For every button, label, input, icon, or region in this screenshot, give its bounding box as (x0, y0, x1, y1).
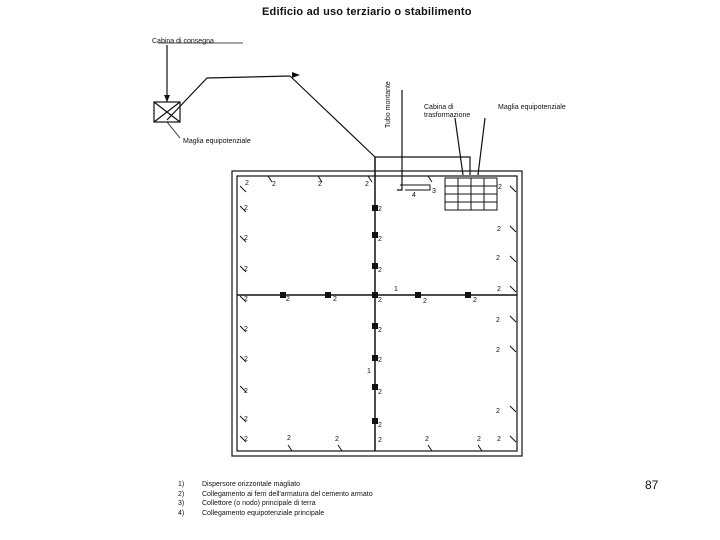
number-2: 2 (378, 357, 382, 364)
number-2: 2 (244, 235, 248, 242)
connection-line (478, 118, 485, 175)
number-3: 3 (432, 188, 436, 195)
number-2: 2 (272, 181, 276, 188)
number-2: 2 (477, 436, 481, 443)
number-2: 2 (496, 347, 500, 354)
number-2: 2 (378, 389, 382, 396)
number-2: 2 (318, 181, 322, 188)
connection-line (290, 76, 375, 157)
maglia-right-label: Maglia equipotenziale (498, 104, 566, 111)
number-2: 2 (496, 255, 500, 262)
connection-line (375, 157, 470, 175)
number-2: 2 (335, 436, 339, 443)
connection-line (455, 118, 463, 175)
legend-number: 2) (178, 490, 185, 498)
number-2: 2 (378, 236, 382, 243)
number-2: 2 (245, 180, 249, 187)
outer-wall (232, 171, 522, 456)
legend-item (178, 480, 373, 490)
number-2: 2 (244, 356, 248, 363)
number-4: 4 (412, 192, 416, 199)
legend-number: 3) (178, 500, 185, 508)
number-2: 2 (378, 327, 382, 334)
connection-line (167, 76, 290, 120)
number-2: 2 (497, 226, 501, 233)
legend-text: Collegamento ai ferri dell'armatura del cemento armato (202, 490, 373, 498)
number-2: 2 (244, 266, 248, 273)
number-2: 2 (473, 297, 477, 304)
number-2: 2 (498, 184, 502, 191)
number-2: 2 (244, 388, 248, 395)
cabina-consegna-label: Cabina di consegna (152, 38, 214, 45)
legend-text: Dispersore orizzontale magliato (202, 481, 301, 488)
legend-text: Collegamento equipotenziale principale (202, 509, 325, 517)
number-1: 1 (394, 286, 398, 293)
number-1: 1 (367, 368, 371, 375)
number-2: 2 (378, 206, 382, 213)
diagram-title: Edificio ad uso terziario o stabilimento (262, 6, 472, 18)
number-2: 2 (378, 297, 382, 304)
number-2: 2 (425, 436, 429, 443)
number-2: 2 (378, 422, 382, 429)
tubo-montante-label: Tubo montante (385, 81, 392, 128)
cabina-trasformazione-label: Cabina di trasformazione (424, 104, 471, 119)
number-2: 2 (244, 326, 248, 333)
collector-line (400, 185, 430, 190)
number-2: 2 (244, 296, 248, 303)
number-2: 2 (287, 435, 291, 442)
number-2: 2 (378, 267, 382, 274)
legend-number: 4) (178, 509, 185, 517)
tubo-line (397, 90, 402, 190)
number-2: 2 (244, 436, 248, 443)
page-number: 87 (645, 478, 659, 492)
legend-item (178, 499, 373, 509)
maglia-left-label: Maglia equipotenziale (183, 138, 251, 145)
legend-item (178, 490, 373, 500)
number-2: 2 (365, 181, 369, 188)
number-2: 2 (378, 437, 382, 444)
number-2: 2 (286, 296, 290, 303)
number-2: 2 (496, 408, 500, 415)
inner-wall (237, 176, 517, 451)
number-2: 2 (244, 205, 248, 212)
number-2: 2 (496, 317, 500, 324)
number-2: 2 (423, 298, 427, 305)
number-2: 2 (333, 296, 337, 303)
legend-text: Collettore (o nodo) principale di terra (202, 500, 316, 508)
wall-ticks (240, 176, 516, 451)
number-2: 2 (244, 416, 248, 423)
legend-number: 1) (178, 481, 185, 488)
legend-item (178, 509, 373, 519)
legend (178, 480, 373, 518)
number-2: 2 (497, 286, 501, 293)
number-2: 2 (497, 436, 501, 443)
